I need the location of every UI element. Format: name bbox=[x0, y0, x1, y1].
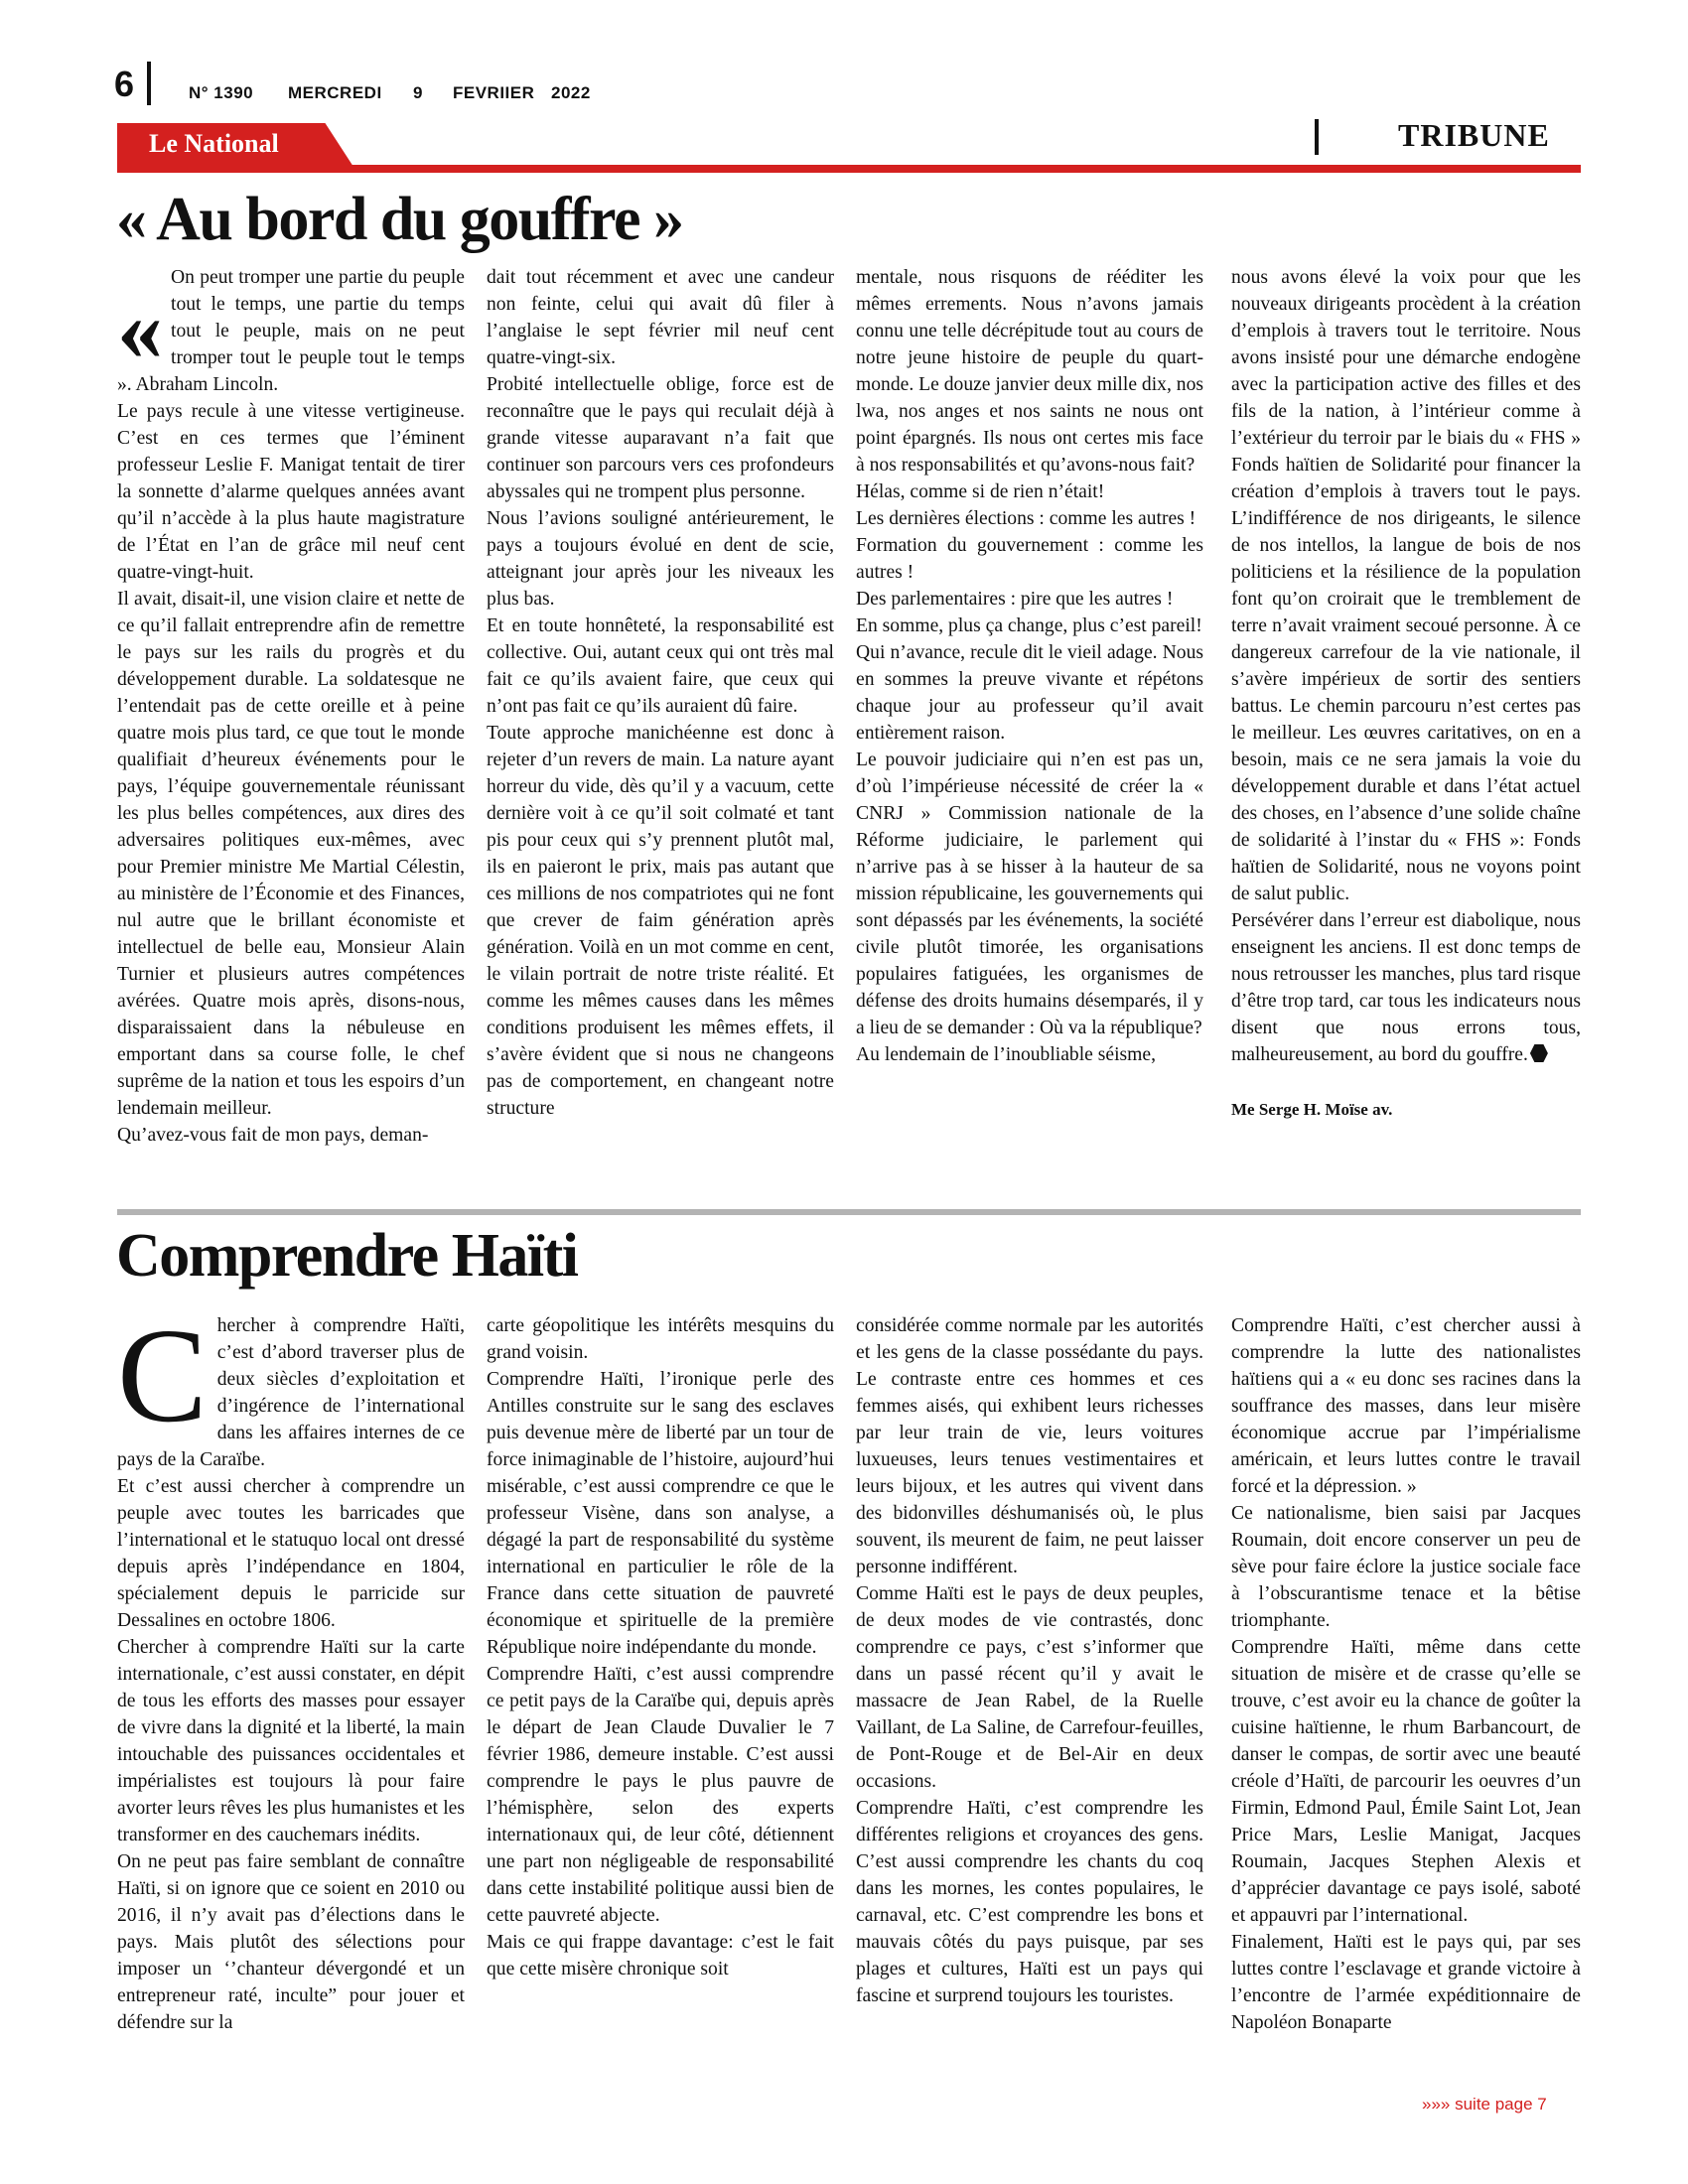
article-paragraph: considérée comme normale par les autorités et les gens de la classe possédante du pays. Le contraste entre ces hommes et ces femmes aisés, qui exhibent leurs richesses par leur train de vie, leurs voitures luxueuses, leurs tenues vestimentaires et leurs bijoux, et les autres qui vivent dans des bidonvilles déshumanisés où, le plus souvent, ils meurent de faim, ne peut laisser personne indifférent. bbox=[856, 1315, 1203, 1577]
issue-month: FEVRIIER bbox=[453, 83, 535, 102]
brand-logo: Le National bbox=[149, 129, 279, 158]
article-paragraph: Finalement, Haïti est le pays qui, par ses luttes contre l’esclavage et grande victoire à l’encontre de l’armée expéditionnaire de Napoléon Bonaparte bbox=[1231, 1932, 1581, 2033]
article-column bbox=[117, 264, 465, 1207]
article-paragraph: Le pays recule à une vitesse vertigineuse. C’est en ces termes que l’éminent professeur Leslie F. Manigat tentait de tirer la sonnette d’alarme quelques années avant qu’il n’accède à la plus haute magistrature de l’État en l’an de grâce mil neuf cent quatre-vingt-huit. bbox=[117, 401, 465, 583]
author-byline: Me Serge H. Moïse av. bbox=[1231, 1100, 1393, 1119]
article-paragraph: Comprendre Haïti, c’est chercher aussi à comprendre la lutte des nationalistes haïtiens qui a « eu donc ses racines dans la souffrance des masses, dans leur misère économique accrue par l’impérialisme américain, et leurs luttes contre le travail forcé et la dépression. » bbox=[1231, 1315, 1581, 1497]
article-paragraph: Comprendre Haïti, c’est comprendre les différentes religions et croyances des gens. C’est aussi comprendre les chants du coq dans les mornes, les contes populaires, le carnaval, etc. C’est comprendre les bons et mauvais côtés du pays puisque, par ses plages et cultures, Haïti est un pays qui fascine et surprend toujours les touristes. bbox=[856, 1798, 1203, 2006]
issue-number: N° 1390 bbox=[189, 83, 254, 102]
article-paragraph: Au lendemain de l’inoubliable séisme, bbox=[856, 1044, 1156, 1065]
article-title: « Au bord du gouffre » bbox=[116, 186, 683, 253]
article-paragraph: En somme, plus ça change, plus c’est pareil! bbox=[856, 615, 1202, 636]
article-paragraph: Comprendre Haïti, même dans cette situation de misère et de crasse qu’elle se trouve, c’est avoir eu la chance de goûter la cuisine haïtienne, le rhum Barbancourt, de danser le compas, de sortir avec une beauté créole d’Haïti, de parcourir les oeuvres d’un Firmin, Edmond Paul, Émile Saint Lot, Jean Price Mars, Leslie Manigat, Jacques Roumain, Jacques Stephen Alexis et d’apprécier davantage ce pays isolé, saboté et appauvri par l’international. bbox=[1231, 1637, 1581, 1926]
article-column bbox=[487, 1312, 834, 2067]
section-label: TRIBUNE bbox=[1398, 117, 1550, 153]
article-paragraph-text: Persévérer dans l’erreur est diabolique, nous enseignent les anciens. Il est donc temps de nous retrousser les manches, plus tard risque d’être trop tard, car tous les indicateurs nous disent que nous errons tous, malheureusement, au bord du gouffre. bbox=[1231, 910, 1581, 1065]
article-paragraph: Hélas, comme si de rien n’était! bbox=[856, 481, 1105, 502]
article-paragraph: Qui n’avance, recule dit le vieil adage. Nous en sommes la preuve vivante et répétons chaque jour au professeur qu’il avait entièrement raison. bbox=[856, 642, 1203, 744]
article-paragraph: Comprendre Haïti, c’est aussi comprendre ce petit pays de la Caraïbe qui, depuis après le départ de Jean Claude Duvalier le 7 février 1986, demeure instable. C’est aussi comprendre le pays le plus pauvre de l’hémisphère, selon des experts internationaux qui, de leur côté, détiennent une part non négligeable de responsabilité dans cette instabilité politique aussi bien de cette pauvreté abjecte. bbox=[487, 1664, 834, 1926]
article-paragraph: Comprendre Haïti, l’ironique perle des Antilles construite sur le sang des esclaves puis devenue mère de liberté par un tour de force inimaginable de l’histoire, aujourd’hui misérable, c’est aussi comprendre ce que le professeur Visène, dans son analyse, a dégagé la part de responsabilité du système international en particulier le rôle de la France dans cette situation de pauvreté économique et spirituelle de la première République noire indépendante du monde. bbox=[487, 1369, 834, 1658]
article-paragraph: Des parlementaires : pire que les autres ! bbox=[856, 589, 1174, 610]
article-column bbox=[856, 264, 1203, 1207]
header-rule bbox=[117, 165, 1581, 173]
article-paragraph: Il avait, disait-il, une vision claire et nette de ce qu’il fallait entreprendre afin de remettre le pays sur les rails du progrès et du développement durable. La soldatesque ne l’entendait pas de cette oreille et à peine quatre mois plus tard, ce que tout le monde qualifiait d’heureux événements pour le pays, l’équipe gouvernementale réunissant les plus belles compétences, aux dires des adversaires politiques eux-mêmes, avec pour Premier ministre Me Martial Célestin, au ministère de l’Économie et des Finances, nul autre que le brillant économiste et intellectuel de belle eau, Monsieur Alain Turnier et plusieurs autres compétences avérées. Quatre mois après, disons-nous, disparaissaient dans la nébuleuse en emportant dans sa course folle, le chef suprême de la nation et tous les espoirs d’un lendemain meilleur. bbox=[117, 589, 465, 1119]
article-paragraph: Le pouvoir judiciaire qui n’en est pas un, d’où l’impérieuse nécessité de créer la « CNRJ » Commission nationale de la Réforme judiciaire, le parlement qui n’arrive pas à se hisser à la hauteur de sa mission républicaine, les gouvernements qui sont dépassés par les événements, la société civile plutôt timorée, les organisations populaires fatiguées, les organismes de défense des droits humains désemparés, il y a lieu de se demander : Où va la république? bbox=[856, 750, 1203, 1038]
article-paragraph: Et en toute honnêteté, la responsabilité est collective. Oui, autant ceux qui ont très mal fait ce qu’ils avaient faire, que ceux qui n’ont pas fait ce qu’ils auraient dû faire. bbox=[487, 615, 834, 717]
article-paragraph: carte géopolitique les intérêts mesquins du grand voisin. bbox=[487, 1315, 834, 1363]
article-paragraph: nous avons élevé la voix pour que les nouveaux dirigeants procèdent à la création d’emplois à travers tout le territoire. Nous avons insisté pour une démarche endogène avec la participation active des filles et des fils de la nation, à l’intérieur comme à l’extérieur du terroir par le biais du « FHS » Fonds haïtien de Solidarité pour financer la création d’emplois à travers tout le pays. L’indifférence de nos dirigeants, le silence de nos intellos, la langue de bois de nos politiciens et la résilience de la population font qu’on croirait que le tremblement de terre n’avait vraiment secoué personne. À ce dangereux carrefour de la vie nationale, il s’avère impérieux de sortir des sentiers battus. Le chemin parcouru n’est certes pas le meilleur. Les œuvres caritatives, on en a besoin, mais ce ne sera jamais la voie du développement durable et dans l’état actuel des choses, en l’absence d’une solide chaîne de solidarité à l’instar du « FHS »: Fonds haïtien de Solidarité, nous ne voyons point de salut public. bbox=[1231, 267, 1581, 904]
article-paragraph: On peut tromper une partie du peuple tout le temps, une partie du temps tout le peuple, mais on ne peut tromper tout le peuple tout le temps ». Abraham Lincoln. bbox=[117, 267, 465, 395]
article-paragraph: Toute approche manichéenne est donc à rejeter d’un revers de main. La nature ayant horreur du vide, dès qu’il y a vacuum, cette dernière voit à ce qu’il soit colmaté et tant pis pour ceux qui s’y prennent plutôt mal, ils en paieront le prix, mais pas autant que ces millions de nos compatriotes qui ne font que crever de faim génération après génération. Voilà en un mot comme en cent, le vilain portrait de notre triste réalité. Et comme les mêmes causes dans les mêmes conditions produisent les mêmes effets, il s’avère évident que si nous ne changeons pas de comportement, en changeant notre structure bbox=[487, 723, 834, 1119]
article-paragraph: On ne peut pas faire semblant de connaître Haïti, si on ignore que ce soient en 2010 ou 2016, il n’y avait pas d’élections dans le pays. Mais plutôt des sélections pour imposer un ‘’chanteur dévergondé et un entrepreneur raté, inculte” pour jouer et défendre sur la bbox=[117, 1851, 465, 2033]
end-of-article-icon bbox=[1530, 1044, 1548, 1062]
page-number: 6 bbox=[114, 64, 135, 104]
issue-year: 2022 bbox=[551, 83, 591, 102]
article-column bbox=[1231, 264, 1581, 1207]
article-column bbox=[117, 1312, 465, 2067]
article-paragraph: Nous l’avions souligné antérieurement, le pays a toujours évolué en dent de scie, atteignant jour après jour les niveaux les plus bas. bbox=[487, 508, 834, 610]
header-divider bbox=[147, 62, 151, 105]
article-paragraph: mentale, nous risquons de rééditer les mêmes errements. Nous n’avons jamais connu une telle décrépitude tout au cours de notre jeune histoire de peuple du quart-monde. Le douze janvier deux mille dix, nos lwa, nos anges et nos saints ne nous ont point épargnés. Ils nous ont certes mis face à nos responsabilités et qu’avons-nous fait? bbox=[856, 267, 1203, 476]
article-paragraph: hercher à comprendre Haïti, c’est d’abord traverser plus de deux siècles d’exploitation et d’ingérence de l’international dans les affaires internes de ce pays de la Caraïbe. bbox=[117, 1315, 465, 1470]
article-column bbox=[487, 264, 834, 1207]
article-paragraph: Les dernières élections : comme les autres ! bbox=[856, 508, 1196, 529]
article-paragraph: Formation du gouvernement : comme les autres ! bbox=[856, 535, 1203, 583]
article-paragraph-final bbox=[1231, 907, 1581, 1068]
article-separator bbox=[117, 1209, 1581, 1215]
article-column bbox=[1231, 1312, 1581, 2067]
article-column bbox=[856, 1312, 1203, 2067]
article-paragraph: Ce nationalisme, bien saisi par Jacques Roumain, doit encore conserver un peu de sève pour faire éclore la justice sociale face à l’obscurantisme tenace et la bêtise triomphante. bbox=[1231, 1503, 1581, 1631]
opening-quote-mark: « bbox=[117, 278, 163, 379]
article-paragraph: dait tout récemment et avec une candeur non feinte, celui qui avait dû filer à l’anglaise le sept février mil neuf cent quatre-vingt-six. bbox=[487, 267, 834, 368]
continued-on-page-link[interactable]: »»» suite page 7 bbox=[1422, 2095, 1547, 2114]
issue-weekday: MERCREDI bbox=[288, 83, 382, 102]
article-paragraph: Chercher à comprendre Haïti sur la carte internationale, c’est aussi constater, en dépit de tous les efforts des masses pour essayer de vivre dans la dignité et la liberté, la main intouchable des puissances occidentales et impérialistes est toujours là pour faire avorter leurs rêves les plus humanistes et les transformer en des cauchemars inédits. bbox=[117, 1637, 465, 1845]
section-divider bbox=[1315, 119, 1319, 155]
article-paragraph: Mais ce qui frappe davantage: c’est le fait que cette misère chronique soit bbox=[487, 1932, 834, 1979]
article-paragraph: Qu’avez-vous fait de mon pays, deman- bbox=[117, 1125, 429, 1146]
article-paragraph: Et c’est aussi chercher à comprendre un peuple avec toutes les barricades que l’international et le statuquo local ont dressé depuis après l’indépendance en 1804, spécialement depuis le parricide sur Dessalines en octobre 1806. bbox=[117, 1476, 465, 1631]
drop-cap: C bbox=[117, 1312, 208, 1450]
article-paragraph: Probité intellectuelle oblige, force est de reconnaître que le pays qui reculait déjà à grande vitesse auparavant n’a fait que continuer son parcours vers ces profondeurs abyssales qui ne trompent plus personne. bbox=[487, 374, 834, 502]
article-paragraph: Comme Haïti est le pays de deux peuples, de deux modes de vie contrastés, donc comprendre ce pays, c’est s’informer que dans un passé récent qu’il y avait le massacre de Jean Rabel, de la Ruelle Vaillant, de La Saline, de Carrefour-feuilles, de Pont-Rouge et de Bel-Air en deux occasions. bbox=[856, 1583, 1203, 1792]
article-title: Comprendre Haïti bbox=[116, 1222, 578, 1290]
issue-day: 9 bbox=[413, 83, 423, 102]
